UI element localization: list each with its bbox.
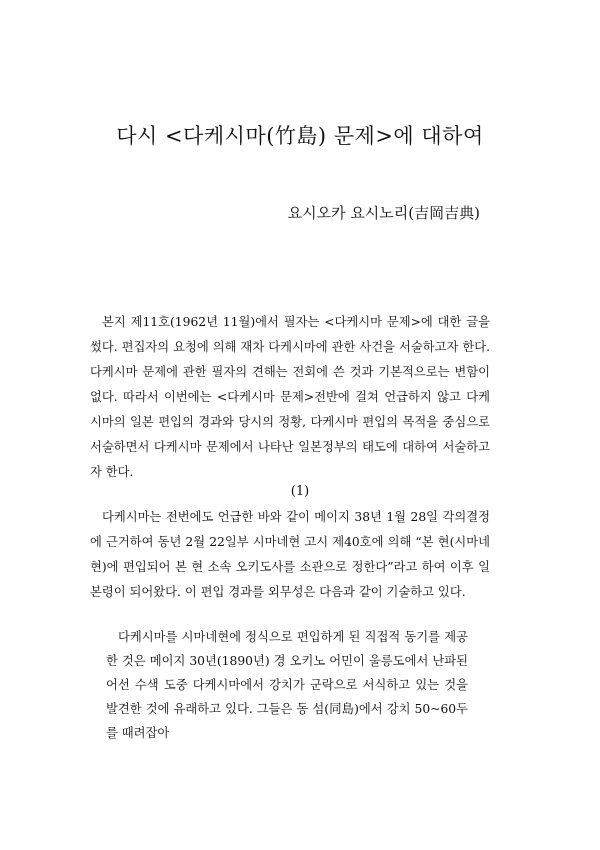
author-name: 요시오카 요시노리(吉岡吉典) — [287, 204, 480, 222]
section-number: (1) — [290, 484, 310, 499]
quoted-passage: 다케시마를 시마네현에 정식으로 편입하게 된 직접적 동기를 제공한 것은 메이지 30년(1890년) 경 오키노 어민이 울릉도에서 난파된 어선 수색 도중 다케시마에서 강치가 군락으로 서식하고 있는 것을 발견한 것에 유래하고 있다. 그들은 동 섬(同島)에서 강치 50~60두를 때려잡아 — [106, 630, 468, 740]
section1-paragraph: 다케시마는 전번에도 언급한 바와 같이 메이지 38년 1월 28일 각의결정에 근거하여 동년 2월 22일부 시마네현 고시 제40호에 의해 “본 현(시마네현)에 편입되어 본 현 소속 오키도사를 소관으로 정한다”라고 하여 이후 일본령이 되어왔다. 이 편입 경과를 외무성은 다음과 같이 기술하고 있다. — [90, 510, 490, 599]
intro-paragraph: 본지 제11호(1962년 11월)에서 필자는 <다케시마 문제>에 대한 글을 썼다. 편집자의 요청에 의해 재차 다케시마에 관한 사건을 서술하고자 한다. 다케시마 문제에 관한 필자의 견해는 전회에 쓴 것과 기본적으로는 변함이 없다. 따라서 이번에는 <다케시마 문제>전반에 걸쳐 언급하지 않고 다케시마의 일본 편입의 경과와 당시의 정황, 다케시마 편입의 목적을 중심으로 서술하면서 다케시마 문제에서 나타난 일본정부의 태도에 대하여 서술하고자 한다. — [90, 315, 490, 479]
article-title: 다시 <다케시마(竹島) 문제>에 대하여 — [116, 124, 484, 148]
